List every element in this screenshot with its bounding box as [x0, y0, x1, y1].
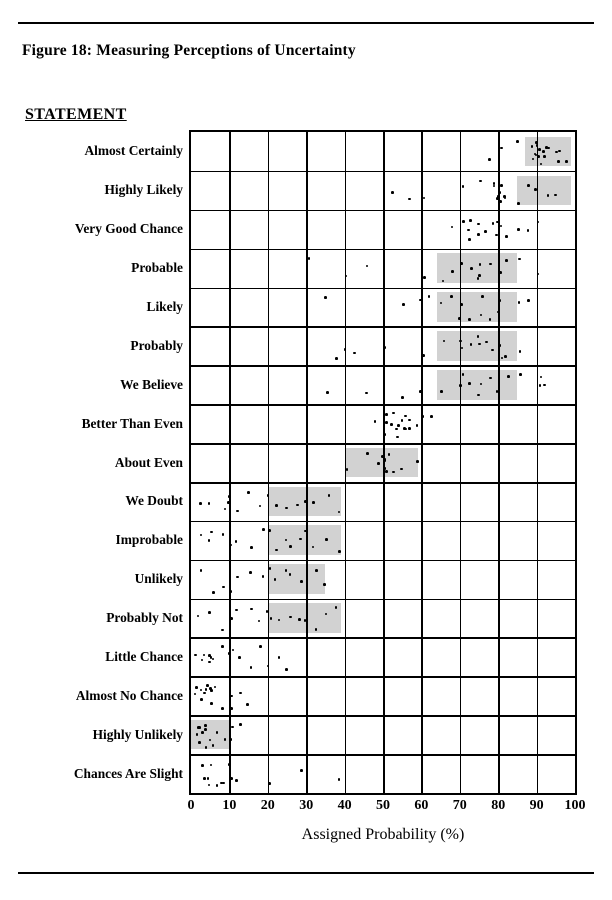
data-point [338, 550, 341, 553]
data-point [468, 318, 471, 321]
data-point [531, 145, 534, 148]
data-point [416, 460, 419, 463]
data-point [270, 617, 273, 620]
data-point [210, 702, 213, 705]
data-point [200, 689, 203, 692]
category-label: Very Good Chance [74, 221, 183, 237]
data-point [205, 688, 208, 691]
data-point [201, 659, 204, 662]
gridline-vertical [498, 132, 500, 793]
data-point [208, 611, 211, 614]
data-point [484, 230, 487, 233]
data-point [289, 545, 292, 548]
gridline-vertical [537, 132, 539, 793]
data-point [236, 576, 239, 579]
data-point [547, 194, 550, 197]
data-point [212, 658, 215, 661]
data-point [458, 317, 461, 320]
data-point [537, 221, 540, 224]
data-point [518, 258, 521, 261]
data-point [423, 197, 426, 200]
data-point [366, 452, 369, 455]
data-point [401, 419, 404, 422]
data-point [238, 656, 241, 659]
data-point [326, 391, 329, 394]
data-point [258, 620, 261, 623]
data-point [495, 234, 498, 237]
figure-title: Figure 18: Measuring Perceptions of Uncertainty [22, 42, 356, 59]
gridline-vertical [460, 132, 462, 793]
data-point [227, 501, 230, 504]
category-label: Little Chance [105, 648, 183, 664]
data-point [194, 693, 197, 696]
data-point [315, 569, 318, 572]
x-tick-label: 60 [414, 798, 429, 813]
data-point [468, 382, 471, 385]
data-point [300, 580, 303, 583]
data-point [383, 433, 386, 436]
data-point [222, 782, 225, 785]
data-point [392, 471, 395, 474]
data-point [385, 470, 388, 473]
data-point [408, 198, 411, 201]
data-point [519, 373, 522, 376]
data-point [208, 661, 211, 664]
category-label: Better Than Even [81, 415, 183, 431]
category-label: Probable [131, 260, 183, 276]
data-point [204, 728, 207, 731]
gridline-horizontal [191, 599, 575, 601]
data-point [467, 229, 470, 232]
data-point [554, 194, 557, 197]
data-point [212, 591, 215, 594]
data-point [481, 295, 484, 298]
data-point [537, 155, 540, 158]
data-point [539, 384, 542, 387]
x-tick-label: 90 [529, 798, 544, 813]
data-point [402, 303, 405, 306]
data-point [203, 654, 206, 657]
data-point [478, 274, 481, 277]
data-point [385, 413, 388, 416]
data-point [505, 235, 508, 238]
data-point [210, 764, 213, 767]
data-point [224, 508, 227, 511]
data-point [489, 318, 492, 321]
category-label: Improbable [115, 532, 183, 548]
data-point [232, 649, 235, 652]
data-point [221, 645, 224, 648]
gridline-horizontal [191, 365, 575, 367]
data-point [231, 726, 234, 729]
data-point [557, 160, 560, 163]
data-point [492, 222, 495, 225]
data-point [462, 185, 465, 188]
plot-inner-canvas [191, 132, 575, 793]
data-point [496, 221, 499, 224]
data-point [498, 191, 501, 194]
data-point [505, 259, 508, 262]
category-label: Likely [146, 298, 183, 314]
data-point [275, 504, 278, 507]
data-point [239, 723, 242, 726]
data-point [542, 150, 545, 153]
data-point [416, 424, 419, 427]
data-point [247, 491, 250, 494]
gridline-vertical [229, 132, 231, 793]
x-tick-label: 80 [491, 798, 506, 813]
data-point [200, 534, 203, 537]
data-point [250, 608, 253, 611]
data-point [262, 575, 265, 578]
data-point [489, 263, 492, 266]
data-point [468, 238, 471, 241]
gridline-horizontal [191, 443, 575, 445]
data-point [228, 763, 231, 766]
data-point [249, 571, 252, 574]
data-point [246, 703, 249, 706]
gridline-horizontal [191, 404, 575, 406]
data-point [335, 357, 338, 360]
category-label: Highly Unlikely [92, 726, 183, 742]
data-point [268, 529, 271, 532]
data-point [203, 777, 206, 780]
data-point [390, 423, 393, 426]
data-point [422, 415, 425, 418]
data-point [235, 779, 238, 782]
data-point [423, 276, 426, 279]
data-point [365, 392, 368, 395]
x-tick-label: 10 [222, 798, 237, 813]
data-point [308, 257, 311, 260]
data-point [422, 354, 425, 357]
gridline-horizontal [191, 637, 575, 639]
x-tick-label: 70 [452, 798, 467, 813]
data-point [259, 645, 262, 648]
data-point [200, 569, 203, 572]
data-point [527, 299, 530, 302]
x-tick-label: 40 [337, 798, 352, 813]
data-point [517, 228, 520, 231]
data-point [298, 618, 301, 621]
data-point [230, 777, 233, 780]
data-point [397, 424, 400, 427]
data-point [392, 412, 395, 415]
data-point [222, 533, 225, 536]
x-axis-label: Assigned Probability (%) [301, 826, 465, 843]
data-point [250, 546, 253, 549]
category-label: Almost Certainly [84, 143, 183, 159]
data-point [195, 686, 198, 689]
data-point [323, 583, 326, 586]
data-point [197, 615, 200, 618]
statement-column-header: STATEMENT [25, 106, 127, 123]
category-label: Chances Are Slight [73, 765, 183, 781]
data-point [497, 311, 500, 314]
data-point [198, 741, 201, 744]
data-point [499, 344, 502, 347]
data-point [278, 656, 281, 659]
data-point [230, 617, 233, 620]
data-point [199, 502, 202, 505]
data-point [499, 271, 502, 274]
data-point [196, 733, 199, 736]
data-point [383, 346, 386, 349]
data-point [230, 738, 233, 741]
data-point [534, 188, 537, 191]
data-point [527, 229, 530, 232]
gridline-vertical [383, 132, 385, 793]
data-point [210, 531, 213, 534]
data-point [516, 140, 519, 143]
gridline-horizontal [191, 482, 575, 484]
consensus-band [345, 448, 418, 478]
category-label: We Believe [120, 376, 183, 392]
data-point [201, 764, 204, 767]
data-point [507, 375, 510, 378]
gridline-vertical [421, 132, 423, 793]
data-point [214, 686, 217, 689]
data-point [201, 731, 204, 734]
data-point [419, 390, 422, 393]
data-point [527, 184, 530, 187]
data-point [477, 223, 480, 226]
data-point [230, 695, 233, 698]
data-point [229, 590, 232, 593]
data-point [518, 301, 521, 304]
data-point [353, 352, 356, 355]
data-point [430, 415, 433, 418]
data-point [209, 687, 212, 690]
data-point [451, 270, 454, 273]
data-point [540, 376, 543, 379]
data-point [312, 501, 315, 504]
bottom-divider-rule [18, 872, 594, 874]
data-point [235, 540, 238, 543]
data-point [493, 185, 496, 188]
data-point [366, 265, 369, 268]
data-point [489, 377, 492, 380]
data-point [259, 505, 262, 508]
data-point [517, 202, 520, 205]
data-point [396, 436, 399, 439]
consensus-band [437, 292, 518, 322]
data-point [289, 573, 292, 576]
data-point [221, 629, 224, 632]
data-point [315, 628, 318, 631]
gridline-horizontal [191, 288, 575, 290]
category-label: We Doubt [125, 493, 183, 509]
data-point [496, 390, 499, 393]
data-point [519, 350, 522, 353]
gridline-horizontal [191, 249, 575, 251]
data-point [377, 462, 380, 465]
data-point [208, 784, 211, 787]
category-label: Probably [130, 337, 183, 353]
data-point [381, 455, 384, 458]
data-point [451, 226, 454, 229]
gridline-vertical [345, 132, 347, 793]
data-point [469, 219, 472, 222]
gridline-horizontal [191, 326, 575, 328]
data-point [224, 738, 227, 741]
data-point [391, 191, 394, 194]
data-point [236, 510, 239, 513]
data-point [250, 666, 253, 669]
consensus-band [517, 176, 571, 206]
data-point [222, 586, 225, 589]
top-divider-rule [18, 22, 594, 24]
gridline-horizontal [191, 754, 575, 756]
data-point [535, 141, 538, 144]
data-point [328, 494, 331, 497]
data-point [401, 396, 404, 399]
data-point [228, 495, 231, 498]
x-tick-label: 100 [564, 798, 586, 813]
x-tick-label: 50 [376, 798, 390, 813]
gridline-horizontal [191, 210, 575, 212]
data-point [428, 295, 431, 298]
scatter-plot-area [189, 130, 577, 795]
data-point [268, 782, 271, 785]
data-point [324, 296, 327, 299]
data-point [543, 155, 546, 158]
data-point [459, 384, 462, 387]
data-point [230, 707, 233, 710]
data-point [262, 528, 265, 531]
category-label: Highly Likely [104, 182, 183, 198]
data-point [498, 299, 501, 302]
data-point [221, 707, 224, 710]
data-point [499, 200, 502, 203]
data-point [477, 335, 480, 338]
data-point [488, 158, 491, 161]
data-point [285, 668, 288, 671]
data-point [208, 502, 211, 505]
category-label-column [0, 130, 183, 795]
gridline-vertical [306, 132, 308, 793]
category-label: About Even [114, 454, 183, 470]
data-point [565, 160, 568, 163]
data-point [470, 267, 473, 270]
data-point [194, 654, 197, 657]
gridline-horizontal [191, 560, 575, 562]
data-point [477, 233, 480, 236]
data-point [504, 197, 507, 200]
data-point [208, 654, 211, 657]
data-point [440, 390, 443, 393]
data-point [395, 428, 398, 431]
gridline-horizontal [191, 171, 575, 173]
data-point [216, 731, 219, 734]
gridline-horizontal [191, 521, 575, 523]
data-point [346, 468, 349, 471]
gridline-horizontal [191, 715, 575, 717]
data-point [478, 343, 481, 346]
data-point [504, 355, 507, 358]
data-point [462, 220, 465, 223]
data-point [374, 420, 377, 423]
data-point [408, 419, 411, 422]
category-label: Probably Not [106, 610, 183, 626]
data-point [235, 609, 238, 612]
data-point [403, 427, 406, 430]
data-point [450, 295, 453, 298]
gridline-vertical [268, 132, 270, 793]
data-point [408, 427, 411, 430]
data-point [239, 692, 242, 695]
data-point [538, 148, 541, 151]
data-point [338, 778, 341, 781]
data-point [275, 549, 278, 552]
data-point [300, 769, 303, 772]
data-point [205, 746, 208, 749]
x-tick-label: 30 [299, 798, 314, 813]
data-point [479, 180, 482, 183]
gridline-horizontal [191, 676, 575, 678]
data-point [500, 225, 503, 228]
data-point [207, 777, 210, 780]
data-point [325, 538, 328, 541]
data-point [200, 698, 203, 701]
data-point [203, 692, 206, 695]
data-point [543, 384, 546, 387]
data-point [404, 415, 407, 418]
category-label: Almost No Chance [75, 687, 183, 703]
data-point [500, 184, 503, 187]
data-point [460, 303, 463, 306]
data-point [216, 784, 219, 787]
x-tick-label: 20 [260, 798, 275, 813]
data-point [208, 539, 211, 542]
x-tick-label: 0 [187, 798, 195, 813]
data-point [198, 726, 201, 729]
x-axis-ticks [187, 798, 586, 818]
data-point [385, 421, 388, 424]
category-label: Unlikely [134, 571, 183, 587]
data-point [500, 147, 503, 150]
consensus-band [525, 137, 571, 167]
